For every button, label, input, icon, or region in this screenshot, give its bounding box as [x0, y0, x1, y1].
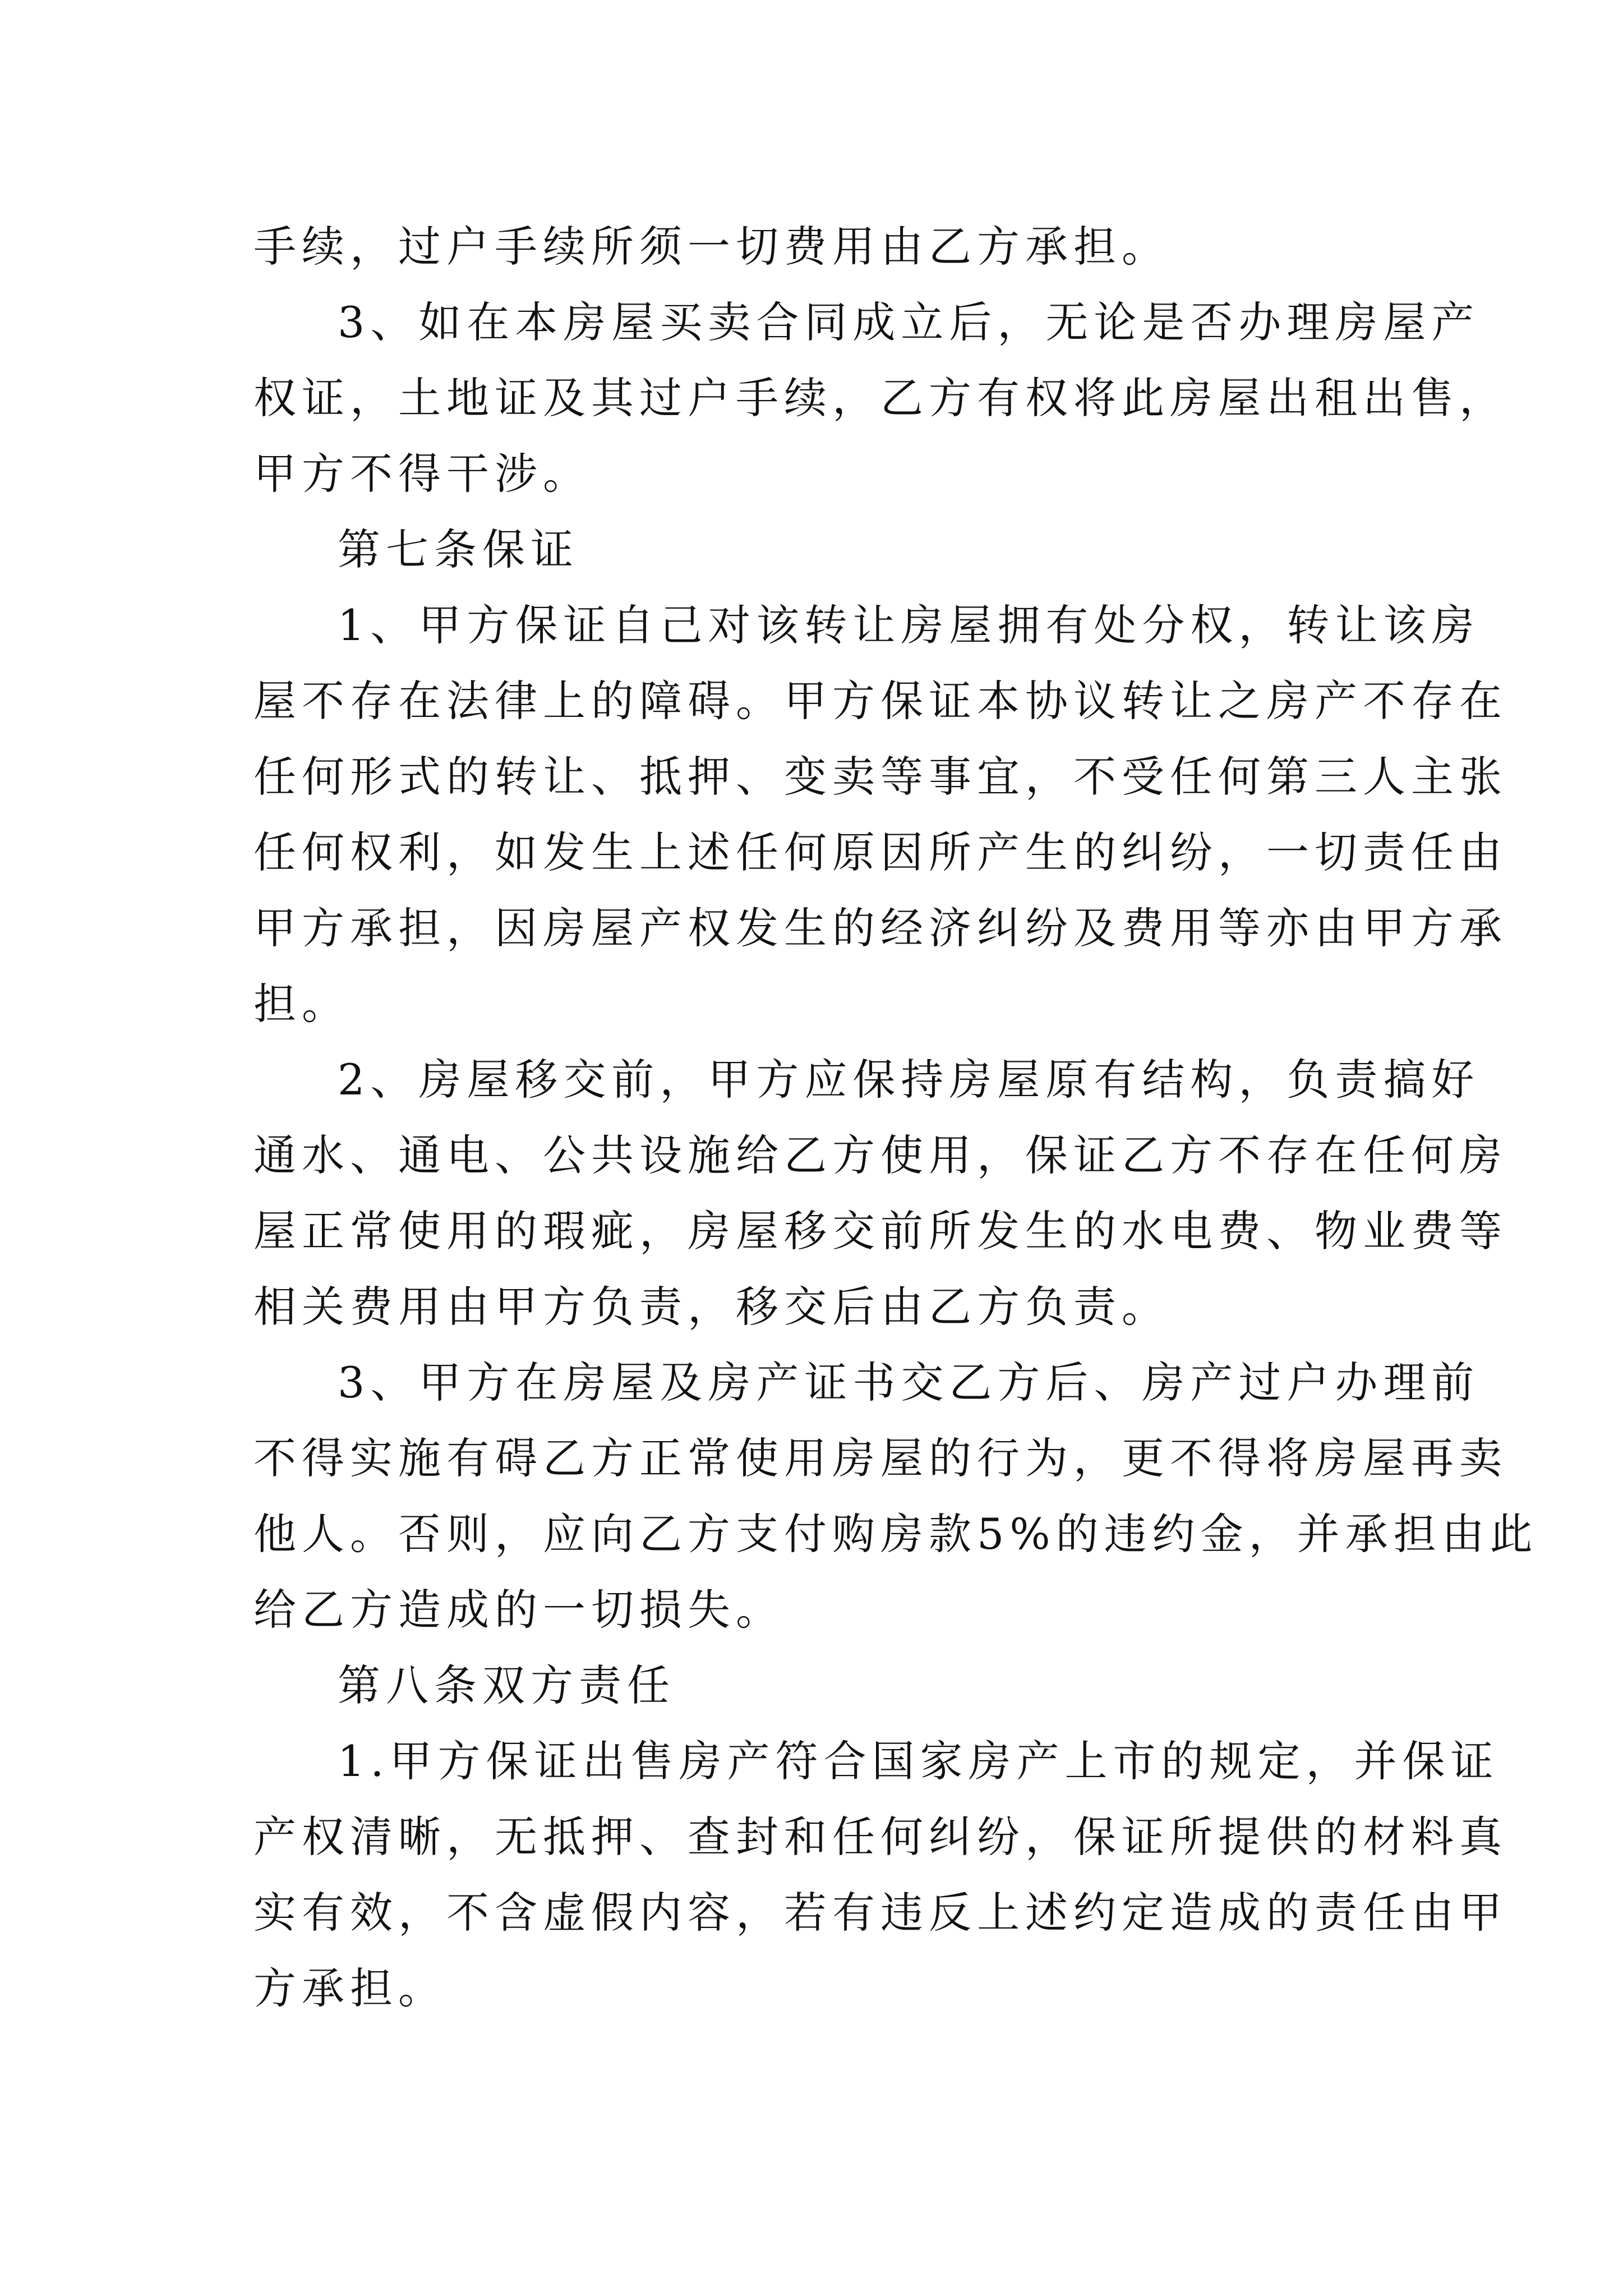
- clause-3-line-1: 3、如在本房屋买卖合同成立后，无论是否办理房屋产: [338, 297, 1480, 347]
- text-line: 任何形式的转让、抵押、变卖等事宜，不受任何第三人主张: [253, 752, 1507, 802]
- text-line: 权证，土地证及其过户手续，乙方有权将此房屋出租出售，: [253, 373, 1507, 423]
- text-line: 手续，过户手续所须一切费用由乙方承担。: [253, 222, 1170, 272]
- text-line: 担。: [253, 979, 350, 1029]
- text-line: 屋正常使用的瑕疵，房屋移交前所发生的水电费、物业费等: [253, 1206, 1507, 1256]
- text-line: 方承担。: [253, 1963, 446, 2013]
- clause-2-line-1: 2、房屋移交前，甲方应保持房屋原有结构，负责搞好: [338, 1055, 1480, 1105]
- text-line: 他人。否则，应向乙方支付购房款5%的违约金，并承担由此: [253, 1509, 1538, 1559]
- section-heading-article-8: 第八条双方责任: [338, 1660, 675, 1710]
- text-line: 任何权利，如发生上述任何原因所产生的纠纷，一切责任由: [253, 827, 1507, 877]
- text-line: 通水、通电、公共设施给乙方使用，保证乙方不存在任何房: [253, 1130, 1507, 1180]
- text-line: 不得实施有碍乙方正常使用房屋的行为，更不得将房屋再卖: [253, 1433, 1507, 1483]
- text-line: 产权清晰，无抵押、查封和任何纠纷，保证所提供的材料真: [253, 1812, 1507, 1862]
- clause-3-line-1: 3、甲方在房屋及房产证书交乙方后、房产过户办理前: [338, 1358, 1480, 1407]
- text-line: 屋不存在法律上的障碍。甲方保证本协议转让之房产不存在: [253, 676, 1507, 726]
- clause-1-line-1: 1.甲方保证出售房产符合国家房产上市的规定，并保证: [338, 1736, 1499, 1786]
- text-line: 给乙方造成的一切损失。: [253, 1585, 784, 1635]
- text-line: 甲方不得干涉。: [253, 449, 591, 499]
- clause-1-line-1: 1、甲方保证自己对该转让房屋拥有处分权，转让该房: [338, 600, 1480, 650]
- text-line: 相关费用由甲方负责，移交后由乙方负责。: [253, 1282, 1170, 1332]
- text-line: 实有效，不含虚假内容，若有违反上述约定造成的责任由甲: [253, 1888, 1507, 1938]
- text-line: 甲方承担，因房屋产权发生的经济纠纷及费用等亦由甲方承: [253, 903, 1507, 953]
- section-heading-article-7: 第七条保证: [338, 524, 579, 574]
